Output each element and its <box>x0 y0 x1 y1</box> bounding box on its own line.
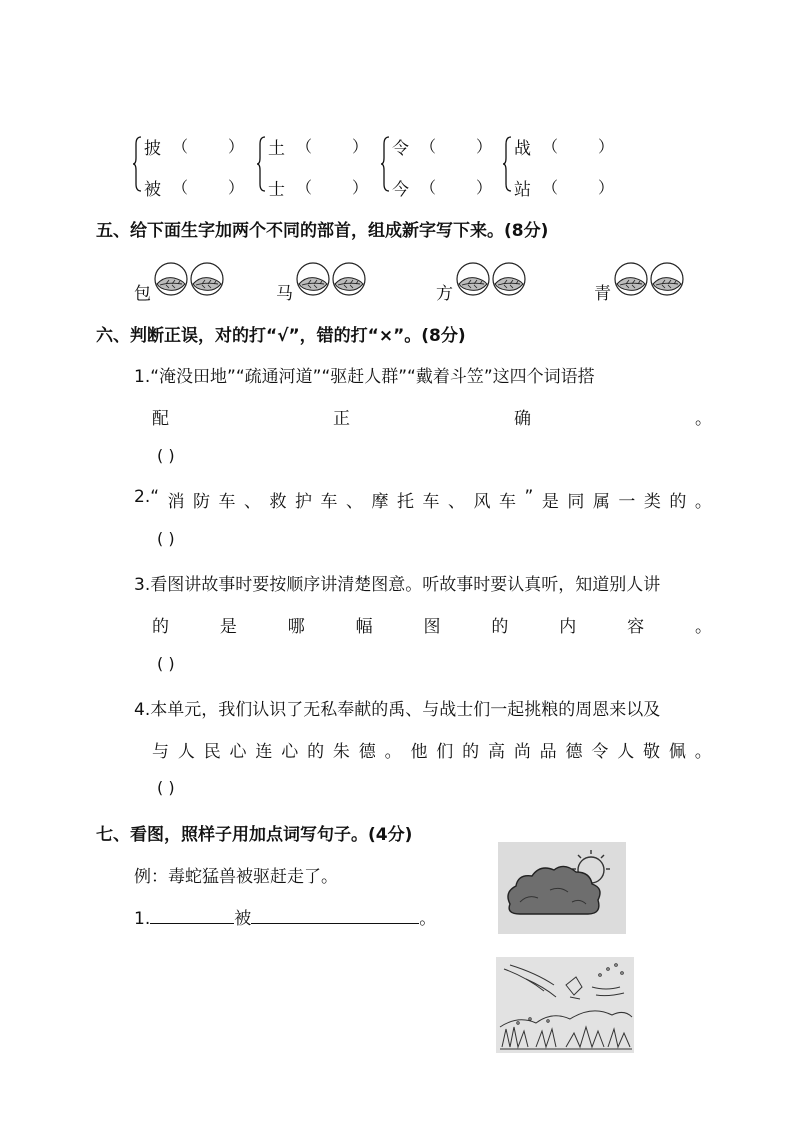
section-5-heading: 五、给下面生字加两个不同的部首，组成新字写下来。(8分) <box>96 221 549 241</box>
line-char: 图 <box>423 617 441 637</box>
cloud-sun-picture <box>498 842 626 934</box>
section-7-heading: 七、看图，照样子用加点词写句子。(4分) <box>96 825 413 845</box>
base-char: 方 <box>436 284 453 304</box>
line-char: 摩 <box>371 492 389 512</box>
line-char: 哪 <box>287 617 305 637</box>
line-char: 一 <box>618 492 636 512</box>
line-char: 确 <box>514 409 531 429</box>
answer-paren-close[interactable]: ） <box>352 137 369 156</box>
line-char: 车 <box>499 492 517 512</box>
line-char: 防 <box>193 492 211 512</box>
pair-char: 被 <box>144 180 161 200</box>
question-4-line-1: 4.本单元，我们认识了无私奉献的禹、与战士们一起挑粮的周恩来以及 <box>134 700 661 720</box>
answer-paren-open[interactable]: （ <box>296 178 313 197</box>
answer-paren-q1[interactable]: ( ) <box>157 446 175 465</box>
leaf-answer-circle-icon[interactable] <box>332 262 366 296</box>
line-char: 。 <box>695 409 712 429</box>
leaf-answer-circle-icon[interactable] <box>190 262 224 296</box>
answer-paren-open[interactable]: （ <box>296 137 313 156</box>
line-char: 2.“ <box>134 487 160 507</box>
line-char: 的 <box>491 617 509 637</box>
answer-paren-close[interactable]: ） <box>598 137 615 156</box>
line-char: 人 <box>617 742 635 762</box>
pair-char: 土 <box>268 139 285 159</box>
period: 。 <box>419 909 437 929</box>
line-char: 风 <box>473 492 491 512</box>
line-char: 心 <box>229 742 247 762</box>
line-char: 的 <box>152 617 169 637</box>
question-number: 1. <box>134 909 151 929</box>
line-char: 车 <box>320 492 338 512</box>
answer-paren-close[interactable]: ） <box>476 137 493 156</box>
answer-blank-2[interactable] <box>251 907 419 924</box>
line-char: 车 <box>218 492 236 512</box>
line-char: 正 <box>333 409 350 429</box>
line-char: 佩 <box>668 742 686 762</box>
line-char: 、 <box>244 492 262 512</box>
base-char: 青 <box>594 284 611 304</box>
wind-grass-picture <box>496 957 634 1053</box>
question-4-line-2 <box>152 737 712 762</box>
line-char: 容 <box>627 617 645 637</box>
answer-blank-1[interactable] <box>150 907 234 924</box>
line-char: 是 <box>219 617 237 637</box>
pair-char: 士 <box>268 180 285 200</box>
answer-paren-close[interactable]: ） <box>476 178 493 197</box>
line-char: 是 <box>541 492 559 512</box>
example-sentence: 例：毒蛇猛兽被驱赶走了。 <box>134 867 338 887</box>
section-6-heading: 六、判断正误，对的打“√”，错的打“×”。(8分) <box>96 326 466 346</box>
line-char: 托 <box>397 492 415 512</box>
line-char: 、 <box>346 492 364 512</box>
brace-3 <box>380 136 390 192</box>
answer-paren-open[interactable]: （ <box>420 137 437 156</box>
line-char: 们 <box>436 742 454 762</box>
line-char: 他 <box>410 742 428 762</box>
line-char: 连 <box>255 742 273 762</box>
line-char: 幅 <box>355 617 373 637</box>
answer-paren-open[interactable]: （ <box>420 178 437 197</box>
line-char: 内 <box>559 617 577 637</box>
line-char: 。 <box>695 617 712 637</box>
brace-4 <box>502 136 512 192</box>
line-char: 品 <box>539 742 557 762</box>
answer-paren-open[interactable]: （ <box>542 178 559 197</box>
answer-paren-q2[interactable]: ( ) <box>157 529 175 548</box>
question-2-line-1 <box>134 487 712 512</box>
line-char: 的 <box>462 742 480 762</box>
bei-char: 被 <box>234 909 252 929</box>
base-char: 马 <box>276 284 293 304</box>
question-1-line-2 <box>152 404 712 429</box>
line-char: 救 <box>269 492 287 512</box>
line-char: 车 <box>422 492 440 512</box>
line-char: 护 <box>295 492 313 512</box>
answer-paren-open[interactable]: （ <box>542 137 559 156</box>
question-3-line-2 <box>152 612 712 637</box>
line-char: 消 <box>167 492 185 512</box>
answer-paren-close[interactable]: ） <box>228 137 245 156</box>
line-char: 。 <box>694 742 712 762</box>
line-char: 。 <box>384 742 402 762</box>
line-char: 、 <box>448 492 466 512</box>
leaf-answer-circle-icon[interactable] <box>296 262 330 296</box>
answer-paren-q3[interactable]: ( ) <box>157 654 175 673</box>
question-1-line-1: 1.“淹没田地”“疏通河道”“驱赶人群”“戴着斗笠”这四个词语搭 <box>134 367 595 387</box>
line-char: 民 <box>203 742 221 762</box>
answer-paren-open[interactable]: （ <box>172 137 189 156</box>
answer-paren-close[interactable]: ） <box>352 178 369 197</box>
line-char: 人 <box>177 742 195 762</box>
line-char: 德 <box>358 742 376 762</box>
pair-char: 今 <box>392 180 409 200</box>
answer-paren-open[interactable]: （ <box>172 178 189 197</box>
pair-char: 令 <box>392 139 409 159</box>
answer-paren-close[interactable]: ） <box>228 178 245 197</box>
line-char: 。 <box>694 492 712 512</box>
pair-char: 站 <box>514 180 531 200</box>
leaf-answer-circle-icon[interactable] <box>492 262 526 296</box>
pair-char: 披 <box>144 139 161 159</box>
line-char: 类 <box>643 492 661 512</box>
line-char: 德 <box>565 742 583 762</box>
leaf-answer-circle-icon[interactable] <box>154 262 188 296</box>
line-char: ” <box>524 487 534 507</box>
line-char: 的 <box>669 492 687 512</box>
brace-2 <box>256 136 266 192</box>
line-char: 朱 <box>332 742 350 762</box>
question-7-1 <box>134 904 436 929</box>
line-char: 与 <box>152 742 169 762</box>
leaf-answer-circle-icon[interactable] <box>456 262 490 296</box>
pair-char: 战 <box>514 139 531 159</box>
base-char: 包 <box>134 284 151 304</box>
line-char: 令 <box>591 742 609 762</box>
answer-paren-close[interactable]: ） <box>598 178 615 197</box>
line-char: 配 <box>152 409 169 429</box>
line-char: 属 <box>592 492 610 512</box>
line-char: 心 <box>281 742 299 762</box>
line-char: 敬 <box>643 742 661 762</box>
brace-1 <box>132 136 142 192</box>
line-char: 高 <box>487 742 505 762</box>
answer-paren-q4[interactable]: ( ) <box>157 778 175 797</box>
line-char: 同 <box>567 492 585 512</box>
line-char: 尚 <box>513 742 531 762</box>
question-3-line-1: 3.看图讲故事时要按顺序讲清楚图意。听故事时要认真听，知道别人讲 <box>134 575 661 595</box>
leaf-answer-circle-icon[interactable] <box>650 262 684 296</box>
line-char: 的 <box>307 742 325 762</box>
leaf-answer-circle-icon[interactable] <box>614 262 648 296</box>
